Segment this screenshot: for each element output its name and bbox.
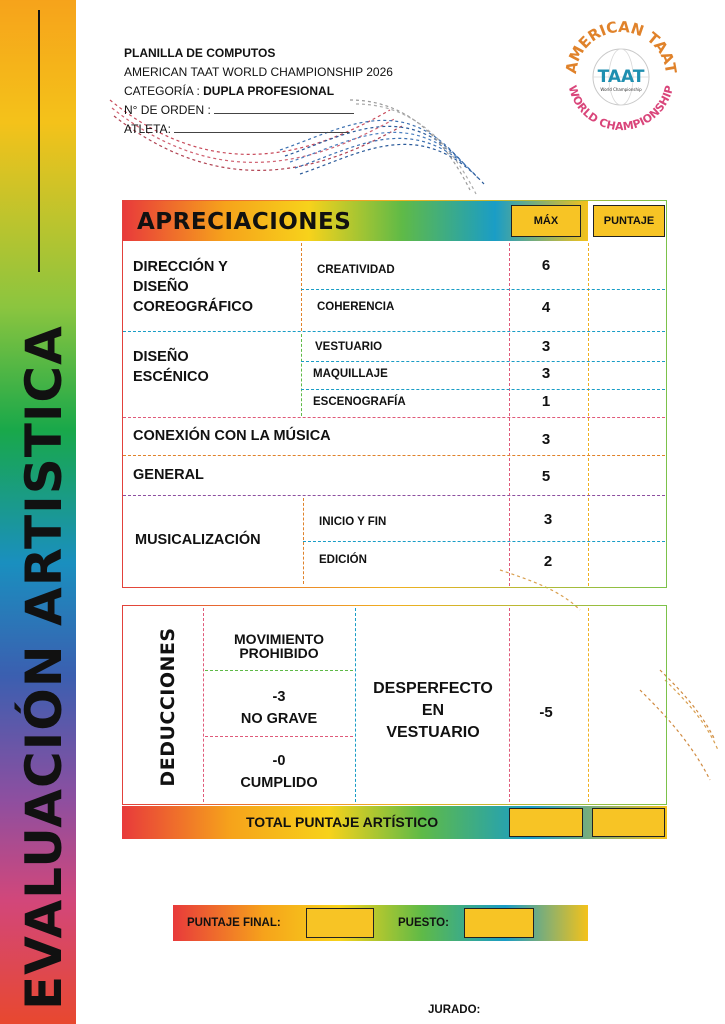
- logo-bottom-text: WORLD CHAMPIONSHIP: [565, 83, 677, 134]
- orden-field[interactable]: [214, 104, 354, 114]
- ded-sep-v2: [355, 608, 356, 802]
- header-orden: [124, 101, 393, 120]
- total-puntaje-box[interactable]: [592, 808, 665, 837]
- sub-inicio-fin: INICIO Y FIN: [319, 516, 387, 528]
- sub-maquillaje: MAQUILLAJE: [313, 368, 388, 380]
- total-max-box[interactable]: [509, 808, 583, 837]
- orden-label: N° DE ORDEN :: [124, 103, 215, 117]
- sep-h-3: [301, 361, 665, 362]
- ded-sep-v3: [509, 608, 510, 802]
- sep-h-6: [123, 455, 665, 456]
- apreciaciones-title: APRECIACIONES: [137, 209, 352, 235]
- header-categoria: [124, 82, 393, 101]
- sep-v-max: [509, 243, 510, 586]
- max-conexion: 3: [541, 431, 551, 448]
- max-creatividad: 6: [541, 257, 551, 274]
- ded-sep-v4: [588, 608, 589, 802]
- desperfecto-vestuario: DESPERFECTO EN VESTUARIO: [373, 680, 493, 741]
- sep-h-8: [303, 541, 665, 542]
- max-vestuario: 3: [541, 338, 551, 355]
- cat-general: GENERAL: [133, 467, 204, 483]
- sub-escenografia: ESCENOGRAFÍA: [313, 396, 406, 408]
- sep-h-4: [301, 389, 665, 390]
- cat-direccion: DIRECCIÓN Y DISEÑO COREOGRÁFICO: [133, 259, 254, 315]
- cumplido: -0 CUMPLIDO: [240, 753, 318, 791]
- ded-sep-h2: [205, 736, 353, 737]
- sep-v-sub1: [301, 243, 302, 331]
- sep-h-5: [123, 417, 665, 418]
- apreciaciones-table: [122, 200, 667, 588]
- puesto-box[interactable]: [464, 908, 534, 938]
- categoria-label: CATEGORÍA :: [124, 84, 204, 98]
- sep-v-sub2: [301, 334, 302, 416]
- max-escenografia: 1: [541, 393, 551, 410]
- categoria-value: DUPLA PROFESIONAL: [203, 84, 335, 98]
- logo-small-text: World Championship: [600, 87, 642, 92]
- cat-diseno-escenico: DISEÑO ESCÉNICO: [133, 349, 209, 385]
- desperfecto-value: -5: [539, 704, 553, 721]
- ded-sep-h1: [205, 670, 353, 671]
- deducciones-table: [122, 605, 667, 805]
- total-bar: [122, 806, 667, 839]
- cat-musicalizacion: MUSICALIZACIÓN: [135, 532, 261, 548]
- sub-edicion: EDICIÓN: [319, 554, 367, 566]
- atleta-label: ATLETA:: [124, 122, 175, 136]
- jurado-label: JURADO:: [428, 1004, 481, 1016]
- total-label: TOTAL PUNTAJE ARTÍSTICO: [246, 814, 439, 830]
- max-maquillaje: 3: [541, 365, 551, 382]
- sub-creatividad: CREATIVIDAD: [317, 264, 395, 276]
- max-general: 5: [541, 468, 551, 485]
- side-divider-line: [38, 10, 40, 272]
- taat-logo: [558, 14, 684, 140]
- puesto-label: PUESTO:: [398, 917, 449, 929]
- sub-vestuario: VESTUARIO: [315, 341, 383, 353]
- no-grave: -3 NO GRAVE: [240, 689, 318, 727]
- puntaje-final-box[interactable]: [306, 908, 374, 938]
- max-inicio-fin: 3: [543, 511, 553, 528]
- logo-top-text: AMERICAN TAAT: [561, 17, 680, 75]
- header-line1: PLANILLA DE COMPUTOS: [124, 46, 276, 60]
- final-bar: [173, 905, 588, 941]
- header-atleta: [124, 120, 393, 139]
- sep-h-1: [301, 289, 665, 290]
- movimiento-prohibido: MOVIMIENTO PROHIBIDO: [234, 631, 324, 661]
- sep-h-2: [123, 331, 665, 332]
- header-line2: AMERICAN TAAT WORLD CHAMPIONSHIP 2026: [124, 65, 393, 79]
- deducciones-title: DEDUCCIONES: [157, 627, 179, 787]
- logo-center-text: TAAT: [597, 67, 645, 87]
- cat-conexion: CONEXIÓN CON LA MÚSICA: [133, 428, 331, 444]
- max-coherencia: 4: [541, 299, 551, 316]
- max-edicion: 2: [543, 553, 553, 570]
- atleta-field[interactable]: [174, 123, 349, 133]
- puntaje-header: PUNTAJE: [593, 205, 665, 237]
- puntaje-final-label: PUNTAJE FINAL:: [187, 917, 281, 929]
- max-header: MÁX: [511, 205, 581, 237]
- sub-coherencia: COHERENCIA: [317, 301, 395, 313]
- header-block: [124, 44, 393, 139]
- ded-sep-v1: [203, 608, 204, 802]
- sep-v-punt: [588, 243, 589, 586]
- sep-h-7: [123, 495, 665, 496]
- side-title: EVALUACIÓN ARTISTICA: [15, 325, 73, 1010]
